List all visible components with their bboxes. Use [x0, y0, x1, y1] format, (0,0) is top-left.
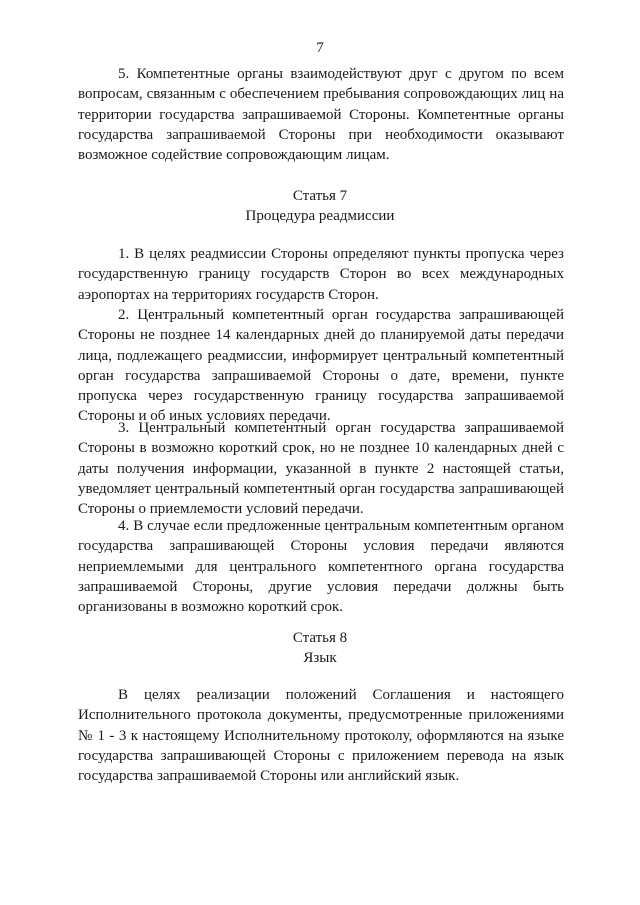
- article-7-paragraph-4: 4. В случае если предложенные центральным компетентным органом государства запрашивающей Стороны условия передачи являются неприемлемыми для центрального компетентного органа государства запрашиваемой Стороны, другие условия передачи должны быть организованы в возможно короткий срок.: [78, 518, 564, 616]
- article-8-title: Язык: [303, 650, 337, 666]
- article-8-heading: [0, 628, 640, 668]
- article-7-paragraph-2: 2. Центральный компетентный орган государства запрашивающей Стороны не позднее 14 календарных дней до планируемой даты передачи лица, подлежащего реадмиссии, информирует центральный компетентный орган государства запрашиваемой Стороны о дате, времени, пункте пропуска через государственную границу государства запрашиваемой Стороны и об иных условиях передачи.: [78, 307, 564, 425]
- article-7-paragraph-3: 3. Центральный компетентный орган государства запрашиваемой Стороны в возможно короткий срок, но не позднее 10 календарных дней с даты получения информации, указанной в пункте 2 настоящей статьи, уведомляет центральный компетентный орган государства запрашивающей Стороны о приемлемости условий передачи.: [78, 420, 564, 518]
- article-7-title: Процедура реадмиссии: [245, 208, 395, 224]
- article-8-number: Статья 8: [292, 630, 348, 646]
- article-7-paragraph-1: 1. В целях реадмиссии Стороны определяют пункты пропуска через государственную границу государств Сторон во всех международных аэропортах на территориях государств Сторон.: [78, 246, 564, 303]
- article-7-number: Статья 7: [292, 188, 348, 204]
- article-8-paragraph-1: В целях реализации положений Соглашения и настоящего Исполнительного протокола документы, предусмотренные приложениями № 1 - 3 к настоящему Исполнительному протоколу, оформляются на языке государства запрашивающей Стороны с приложением перевода на язык государства запрашиваемой Стороны или английский язык.: [78, 687, 564, 785]
- paragraph-5: 5. Компетентные органы взаимодействуют друг с другом по всем вопросам, связанным с обеспечением пребывания сопровождающих лиц на территории государства запрашиваемой Стороны. Компетентные органы государства запрашиваемой Стороны при необходимости оказывают возможное содействие сопровождающим лицам.: [78, 66, 564, 164]
- page-number: 7: [316, 40, 324, 56]
- article-7-heading: [0, 186, 640, 226]
